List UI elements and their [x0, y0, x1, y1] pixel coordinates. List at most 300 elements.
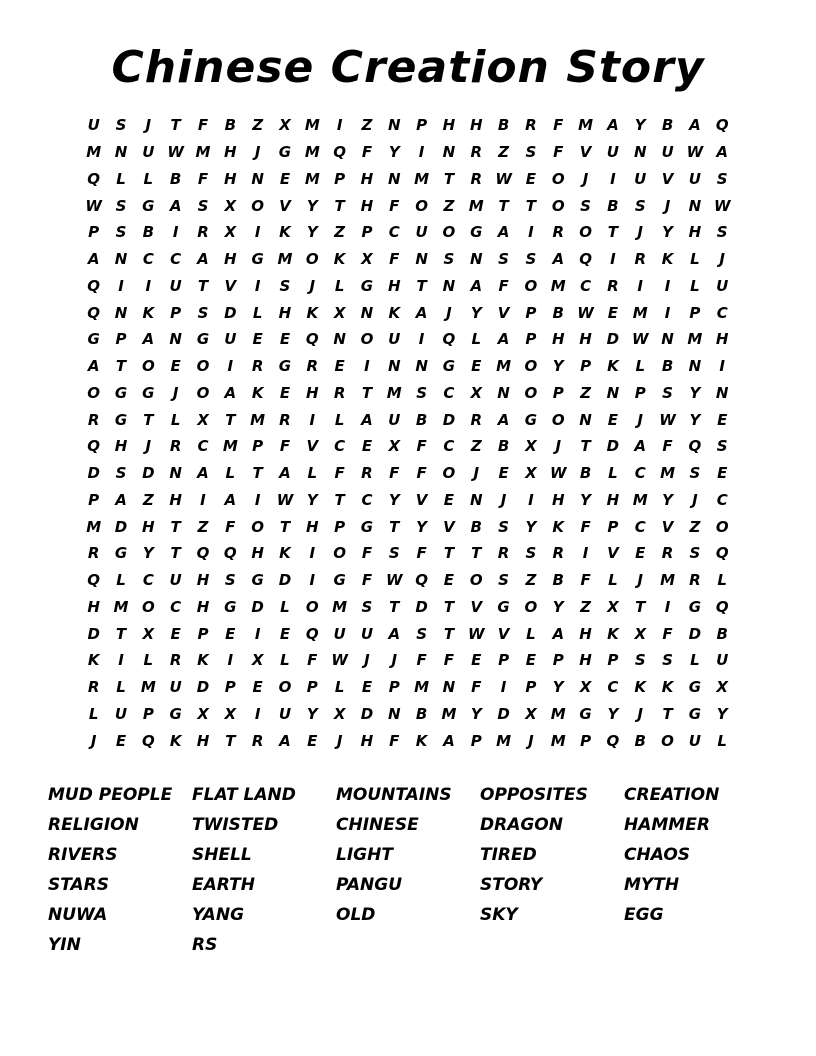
- grid-letter: Y: [634, 116, 646, 135]
- grid-letter: J: [637, 223, 644, 242]
- grid-letter: H: [551, 330, 565, 349]
- grid-letter: N: [579, 410, 592, 429]
- grid-letter: O: [469, 571, 483, 590]
- grid-letter: I: [719, 357, 725, 376]
- grid-letter: K: [251, 383, 264, 402]
- grid-letter: B: [634, 731, 646, 750]
- word-list-item: MOUNTAINS: [336, 785, 452, 805]
- grid-letter: J: [446, 303, 452, 322]
- grid-row: [80, 273, 736, 300]
- grid-letter: A: [142, 330, 155, 349]
- grid-letter: P: [580, 731, 592, 750]
- grid-row: [80, 380, 736, 407]
- grid-letter: R: [634, 250, 646, 269]
- grid-letter: T: [498, 196, 509, 215]
- grid-letter: K: [661, 678, 674, 697]
- grid-letter: S: [443, 250, 455, 269]
- grid-letter: I: [309, 571, 316, 590]
- grid-letter: T: [225, 731, 236, 750]
- word-list: [48, 780, 768, 960]
- grid-letter: B: [415, 704, 428, 723]
- grid-letter: H: [306, 383, 319, 402]
- grid-letter: C: [716, 303, 728, 322]
- grid-letter: O: [251, 517, 265, 536]
- grid-letter: K: [169, 731, 182, 750]
- grid-letter: D: [251, 597, 264, 616]
- grid-letter: A: [87, 357, 100, 376]
- grid-letter: I: [254, 624, 261, 643]
- grid-letter: F: [307, 651, 318, 670]
- grid-letter: H: [87, 597, 100, 616]
- grid-letter: U: [688, 731, 701, 750]
- grid-letter: L: [334, 678, 345, 697]
- grid-letter: A: [361, 410, 373, 429]
- grid-letter: P: [607, 651, 619, 670]
- grid-letter: C: [716, 490, 728, 509]
- grid-letter: W: [549, 464, 567, 483]
- grid-letter: Z: [689, 517, 701, 536]
- grid-letter: H: [360, 196, 374, 215]
- grid-letter: O: [442, 223, 456, 242]
- grid-letter: R: [169, 651, 182, 670]
- grid-letter: S: [197, 196, 209, 215]
- word-list-item: NUWA: [48, 905, 108, 925]
- grid-letter: I: [664, 276, 671, 295]
- grid-letter: N: [114, 143, 128, 162]
- grid-letter: O: [141, 597, 155, 616]
- grid-letter: E: [607, 410, 619, 429]
- grid-letter: L: [334, 410, 345, 429]
- grid-letter: A: [716, 143, 729, 162]
- grid-letter: M: [687, 330, 703, 349]
- grid-letter: M: [386, 383, 402, 402]
- grid-letter: T: [443, 544, 455, 563]
- grid-letter: C: [580, 276, 592, 295]
- grid-letter: X: [470, 383, 483, 402]
- word-list-item: OPPOSITES: [480, 785, 588, 805]
- grid-letter: P: [115, 330, 127, 349]
- grid-letter: H: [224, 143, 237, 162]
- grid-letter: Q: [415, 571, 428, 590]
- grid-letter: P: [416, 116, 428, 135]
- grid-letter: O: [196, 383, 210, 402]
- grid-letter: X: [224, 223, 237, 242]
- grid-row: [80, 192, 736, 219]
- grid-letter: I: [582, 544, 589, 563]
- grid-letter: P: [334, 169, 346, 188]
- grid-letter: X: [251, 651, 264, 670]
- grid-letter: D: [196, 678, 210, 697]
- word-list-item: TWISTED: [192, 815, 279, 835]
- grid-letter: A: [115, 490, 127, 509]
- grid-letter: E: [361, 678, 373, 697]
- grid-letter: Z: [361, 116, 373, 135]
- grid-letter: M: [660, 464, 676, 483]
- grid-letter: P: [552, 383, 564, 402]
- grid-letter: H: [387, 276, 401, 295]
- grid-letter: D: [87, 464, 100, 483]
- grid-letter: E: [717, 464, 728, 483]
- grid-letter: G: [470, 223, 483, 242]
- grid-letter: A: [470, 276, 483, 295]
- grid-letter: J: [582, 169, 589, 188]
- grid-letter: G: [114, 544, 128, 563]
- grid-letter: E: [525, 651, 537, 670]
- grid-letter: M: [332, 597, 348, 616]
- grid-letter: I: [145, 276, 152, 295]
- word-list-item: FLAT LAND: [192, 785, 296, 805]
- grid-letter: G: [360, 517, 374, 536]
- grid-letter: S: [416, 383, 427, 402]
- grid-letter: N: [387, 704, 401, 723]
- grid-letter: T: [115, 624, 127, 643]
- grid-letter: U: [388, 330, 401, 349]
- word-list-item: LIGHT: [336, 845, 393, 865]
- grid-letter: E: [307, 731, 318, 750]
- grid-letter: I: [610, 250, 616, 269]
- grid-letter: N: [442, 143, 456, 162]
- grid-letter: L: [690, 651, 700, 670]
- grid-letter: S: [115, 223, 127, 242]
- grid-letter: X: [142, 624, 155, 643]
- grid-letter: Y: [662, 223, 673, 242]
- grid-letter: G: [278, 357, 292, 376]
- grid-letter: F: [225, 517, 236, 536]
- grid-letter: T: [580, 437, 591, 456]
- grid-letter: W: [631, 330, 649, 349]
- grid-letter: K: [634, 678, 647, 697]
- grid-letter: W: [331, 651, 348, 670]
- grid-letter: S: [279, 276, 291, 295]
- grid-letter: P: [88, 223, 100, 242]
- grid-letter: Y: [580, 490, 591, 509]
- grid-letter: A: [552, 624, 565, 643]
- grid-letter: L: [143, 651, 154, 670]
- grid-letter: J: [254, 143, 261, 162]
- grid-letter: M: [277, 250, 293, 269]
- grid-letter: V: [497, 624, 510, 643]
- grid-letter: K: [333, 250, 346, 269]
- grid-letter: G: [688, 704, 702, 723]
- grid-letter: L: [608, 571, 618, 590]
- grid-letter: I: [418, 330, 425, 349]
- grid-letter: T: [334, 490, 345, 509]
- grid-letter: L: [717, 571, 727, 590]
- grid-letter: R: [361, 464, 373, 483]
- grid-letter: V: [224, 276, 237, 295]
- word-list-item: SHELL: [192, 845, 252, 865]
- grid-letter: I: [200, 490, 206, 509]
- grid-letter: O: [87, 383, 101, 402]
- grid-row: [80, 326, 736, 353]
- grid-letter: F: [416, 544, 427, 563]
- grid-letter: C: [170, 250, 182, 269]
- grid-letter: I: [309, 544, 316, 563]
- grid-letter: K: [142, 303, 155, 322]
- grid-letter: P: [197, 624, 209, 643]
- grid-letter: E: [717, 410, 728, 429]
- grid-letter: J: [364, 651, 370, 670]
- grid-letter: X: [634, 624, 647, 643]
- grid-letter: F: [416, 651, 427, 670]
- grid-letter: G: [360, 276, 374, 295]
- grid-letter: U: [634, 169, 647, 188]
- grid-letter: F: [197, 169, 209, 188]
- grid-letter: A: [634, 437, 647, 456]
- grid-letter: J: [637, 571, 644, 590]
- grid-letter: F: [361, 571, 373, 590]
- grid-row: [80, 540, 736, 567]
- grid-letter: P: [634, 383, 646, 402]
- grid-letter: F: [553, 116, 564, 135]
- grid-letter: E: [279, 169, 291, 188]
- grid-letter: J: [309, 276, 316, 295]
- grid-letter: D: [224, 303, 237, 322]
- grid-letter: E: [225, 624, 236, 643]
- grid-letter: H: [579, 330, 592, 349]
- grid-letter: O: [305, 597, 319, 616]
- grid-row: [80, 353, 736, 380]
- grid-letter: M: [632, 303, 648, 322]
- grid-letter: L: [717, 731, 727, 750]
- grid-letter: N: [169, 330, 182, 349]
- grid-letter: K: [415, 731, 428, 750]
- grid-letter: V: [661, 517, 674, 536]
- grid-letter: H: [196, 571, 210, 590]
- grid-letter: Q: [87, 276, 101, 295]
- grid-letter: F: [361, 143, 373, 162]
- grid-letter: M: [550, 704, 566, 723]
- grid-letter: H: [196, 731, 210, 750]
- grid-letter: R: [470, 143, 483, 162]
- grid-letter: E: [279, 624, 291, 643]
- grid-letter: E: [279, 383, 291, 402]
- grid-letter: H: [606, 490, 620, 509]
- grid-letter: U: [716, 651, 729, 670]
- grid-letter: I: [364, 357, 370, 376]
- grid-letter: I: [118, 276, 124, 295]
- grid-letter: G: [87, 330, 100, 349]
- grid-letter: Z: [580, 383, 592, 402]
- grid-letter: S: [634, 196, 646, 215]
- grid-letter: S: [498, 571, 509, 590]
- grid-row: [80, 112, 736, 139]
- grid-letter: I: [118, 651, 124, 670]
- grid-row: [80, 594, 736, 621]
- letter-grid: [80, 112, 736, 754]
- grid-letter: O: [551, 169, 565, 188]
- grid-letter: W: [495, 169, 512, 188]
- grid-letter: M: [86, 517, 102, 536]
- grid-row: [80, 674, 736, 701]
- grid-letter: H: [306, 517, 319, 536]
- grid-letter: E: [635, 544, 646, 563]
- grid-letter: Z: [525, 571, 537, 590]
- grid-letter: M: [496, 731, 512, 750]
- grid-letter: K: [306, 303, 319, 322]
- grid-letter: A: [279, 464, 291, 483]
- grid-letter: D: [442, 410, 456, 429]
- grid-letter: Q: [87, 169, 101, 188]
- grid-letter: N: [387, 169, 401, 188]
- grid-letter: J: [145, 116, 152, 135]
- word-list-item: TIRED: [480, 845, 537, 865]
- grid-letter: I: [254, 276, 261, 295]
- grid-letter: T: [416, 276, 427, 295]
- grid-letter: L: [252, 303, 263, 322]
- grid-letter: E: [252, 330, 263, 349]
- grid-letter: M: [304, 143, 320, 162]
- grid-letter: N: [442, 678, 456, 697]
- grid-letter: P: [142, 704, 154, 723]
- grid-letter: S: [689, 464, 701, 483]
- grid-letter: A: [224, 383, 237, 402]
- grid-letter: R: [251, 357, 264, 376]
- word-list-item: EGG: [624, 905, 664, 925]
- grid-letter: Z: [498, 143, 510, 162]
- grid-letter: D: [606, 330, 620, 349]
- word-list-item: PANGU: [336, 875, 403, 895]
- grid-letter: T: [389, 517, 400, 536]
- grid-letter: L: [116, 571, 126, 590]
- grid-letter: P: [580, 357, 592, 376]
- grid-letter: X: [333, 303, 346, 322]
- grid-letter: V: [470, 597, 483, 616]
- grid-letter: A: [279, 731, 291, 750]
- grid-letter: Q: [442, 330, 456, 349]
- grid-letter: G: [142, 196, 155, 215]
- grid-letter: U: [415, 223, 428, 242]
- grid-letter: W: [467, 624, 485, 643]
- grid-letter: L: [225, 464, 236, 483]
- grid-letter: Z: [334, 223, 346, 242]
- word-list-item: STORY: [480, 875, 543, 895]
- grid-letter: Y: [306, 196, 318, 215]
- grid-letter: F: [662, 437, 673, 456]
- grid-letter: S: [580, 196, 591, 215]
- grid-letter: S: [525, 250, 537, 269]
- grid-letter: X: [197, 410, 209, 429]
- grid-letter: P: [689, 303, 701, 322]
- grid-letter: Y: [306, 490, 318, 509]
- word-list-item: OLD: [336, 905, 376, 925]
- grid-letter: S: [388, 544, 400, 563]
- grid-letter: G: [114, 410, 128, 429]
- grid-letter: V: [579, 143, 592, 162]
- grid-letter: Z: [142, 490, 154, 509]
- grid-letter: A: [497, 223, 510, 242]
- grid-letter: X: [525, 464, 537, 483]
- grid-letter: L: [608, 464, 618, 483]
- word-list-item: HAMMER: [624, 815, 710, 835]
- grid-letter: T: [143, 410, 154, 429]
- grid-letter: J: [528, 731, 534, 750]
- grid-letter: E: [252, 678, 263, 697]
- grid-letter: Q: [305, 624, 319, 643]
- grid-letter: A: [689, 116, 701, 135]
- grid-letter: N: [633, 143, 647, 162]
- grid-letter: Z: [470, 437, 482, 456]
- grid-letter: T: [635, 597, 646, 616]
- grid-letter: M: [578, 116, 594, 135]
- word-list-item: CREATION: [624, 785, 720, 805]
- grid-letter: E: [279, 330, 291, 349]
- grid-letter: C: [443, 437, 455, 456]
- grid-letter: W: [386, 571, 403, 590]
- grid-letter: Z: [580, 597, 592, 616]
- grid-letter: B: [607, 196, 619, 215]
- grid-letter: U: [606, 143, 619, 162]
- grid-letter: Y: [689, 410, 701, 429]
- grid-letter: N: [469, 250, 483, 269]
- grid-letter: N: [251, 169, 264, 188]
- grid-letter: I: [528, 490, 534, 509]
- grid-letter: Q: [715, 544, 729, 563]
- grid-letter: F: [443, 651, 455, 670]
- grid-letter: O: [661, 731, 674, 750]
- grid-letter: J: [500, 490, 507, 509]
- grid-letter: T: [170, 116, 181, 135]
- grid-letter: C: [142, 250, 154, 269]
- grid-letter: S: [689, 544, 701, 563]
- grid-letter: K: [279, 223, 291, 242]
- grid-letter: R: [197, 223, 209, 242]
- grid-letter: N: [360, 303, 374, 322]
- grid-letter: R: [497, 544, 510, 563]
- grid-letter: T: [443, 624, 455, 643]
- grid-letter: Q: [223, 544, 237, 563]
- grid-letter: V: [607, 544, 619, 563]
- grid-row: [80, 513, 736, 540]
- grid-letter: R: [87, 410, 100, 429]
- grid-letter: Y: [607, 704, 619, 723]
- grid-letter: J: [664, 196, 671, 215]
- grid-letter: G: [442, 357, 456, 376]
- grid-letter: H: [196, 597, 210, 616]
- word-list-item: YIN: [48, 935, 81, 955]
- grid-row: [80, 460, 736, 487]
- grid-letter: A: [443, 731, 455, 750]
- grid-letter: S: [662, 651, 673, 670]
- grid-letter: B: [661, 357, 674, 376]
- grid-letter: H: [169, 490, 182, 509]
- grid-letter: K: [87, 651, 100, 670]
- grid-row: [80, 406, 736, 433]
- grid-letter: J: [145, 437, 152, 456]
- grid-letter: N: [688, 357, 702, 376]
- grid-letter: F: [389, 196, 400, 215]
- grid-letter: E: [443, 490, 455, 509]
- grid-letter: M: [550, 731, 566, 750]
- grid-letter: D: [142, 464, 155, 483]
- grid-letter: D: [415, 597, 428, 616]
- grid-letter: A: [607, 116, 619, 135]
- grid-letter: T: [279, 517, 291, 536]
- grid-letter: R: [470, 410, 483, 429]
- grid-letter: P: [361, 223, 373, 242]
- grid-letter: E: [498, 464, 509, 483]
- grid-letter: E: [170, 357, 181, 376]
- grid-letter: S: [716, 169, 728, 188]
- grid-letter: J: [637, 704, 644, 723]
- grid-letter: T: [115, 357, 127, 376]
- grid-letter: T: [443, 597, 455, 616]
- grid-letter: Y: [552, 357, 564, 376]
- grid-letter: S: [525, 143, 537, 162]
- grid-letter: Y: [716, 704, 728, 723]
- grid-letter: P: [607, 517, 619, 536]
- grid-letter: L: [334, 276, 345, 295]
